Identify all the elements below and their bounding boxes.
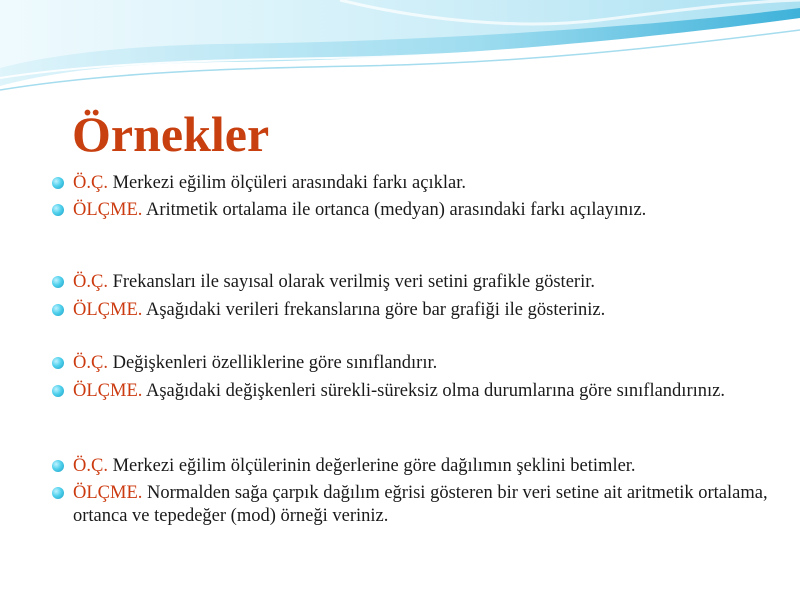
item-text: Merkezi eğilim ölçüleri arasındaki farkı açıklar. <box>107 173 466 193</box>
item-text: Normalden sağa çarpık dağılım eğrisi gösteren bir veri setine ait aritmetik ortalama, ortanca ve tepedeğer (mod) örneği veriniz. <box>73 483 768 526</box>
bullet-icon <box>52 177 64 189</box>
bullet-icon <box>52 385 64 397</box>
item-label: Ö.Ç. <box>73 456 108 476</box>
item-text: Değişkenleri özelliklerine göre sınıflandırır. <box>107 353 438 373</box>
bullet-icon <box>52 487 64 499</box>
list-item <box>52 199 772 222</box>
bullet-icon <box>52 357 64 369</box>
bullet-icon <box>52 276 64 288</box>
list-item <box>52 455 772 478</box>
item-label: Ö.Ç. <box>73 272 108 292</box>
item-text: Aritmetik ortalama ile ortanca (medyan) arasındaki farkı açılayınız. <box>142 200 647 220</box>
bullet-icon <box>52 304 64 316</box>
list-item <box>52 380 772 403</box>
item-label: ÖLÇME. <box>73 381 143 401</box>
bullet-icon <box>52 460 64 472</box>
item-label: ÖLÇME. <box>73 483 143 503</box>
list-item <box>52 172 772 195</box>
item-label: Ö.Ç. <box>73 173 108 193</box>
item-text: Frekansları ile sayısal olarak verilmiş veri setini grafikle gösterir. <box>107 272 595 292</box>
item-label: ÖLÇME. <box>73 200 143 220</box>
item-label: Ö.Ç. <box>73 353 108 373</box>
item-text: Aşağıdaki değişkenleri sürekli-süreksiz olma durumlarına göre sınıflandırınız. <box>142 381 725 401</box>
header-wave-decoration <box>0 0 800 110</box>
item-text: Aşağıdaki verileri frekanslarına göre bar grafiği ile gösteriniz. <box>142 300 606 320</box>
list-item <box>52 352 772 375</box>
bullet-icon <box>52 204 64 216</box>
list-item <box>52 482 772 528</box>
item-label: ÖLÇME. <box>73 300 143 320</box>
item-text: Merkezi eğilim ölçülerinin değerlerine göre dağılımın şeklini betimler. <box>107 456 636 476</box>
slide-title: Örnekler <box>72 106 270 162</box>
list-item <box>52 271 772 294</box>
list-item <box>52 299 772 322</box>
